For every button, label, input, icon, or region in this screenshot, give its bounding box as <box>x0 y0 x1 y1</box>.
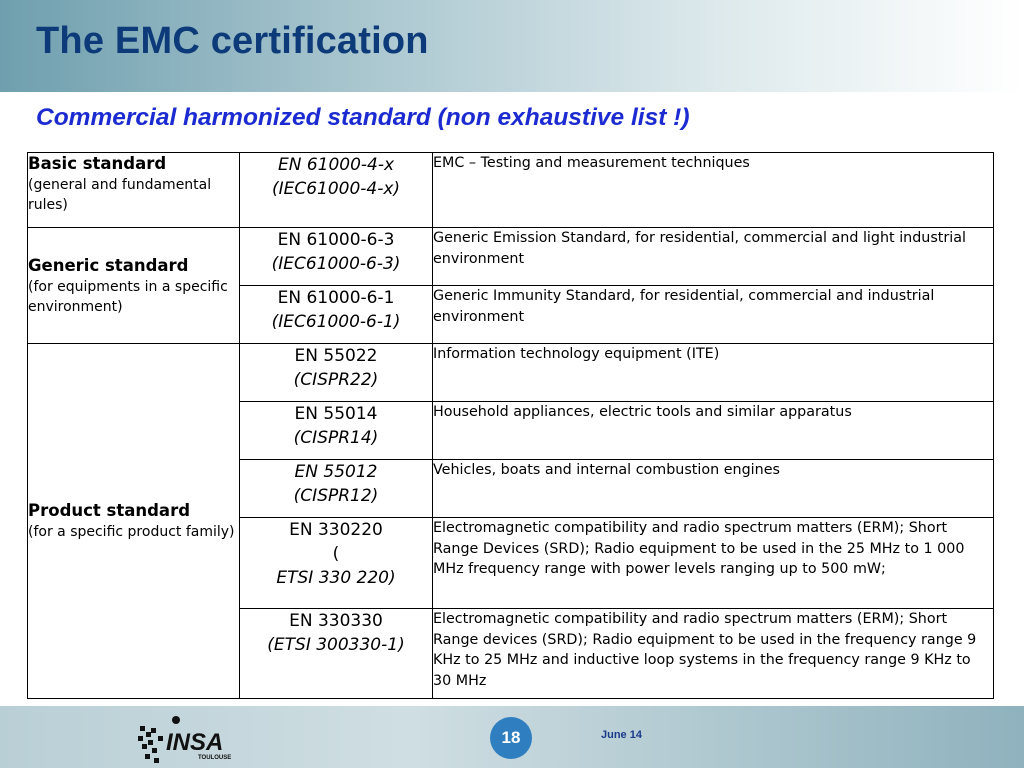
group-cell-product <box>28 344 240 699</box>
standard-ref: (CISPR22) <box>293 370 379 390</box>
table-row <box>28 344 994 402</box>
standard-code-cell <box>240 518 433 609</box>
group-note: (general and fundamental rules) <box>28 177 212 213</box>
footer-date: June 14 <box>601 729 642 741</box>
group-cell-basic <box>28 153 240 228</box>
standard-description: Electromagnetic compatibility and radio spectrum matters (ERM); Short Range Devices (SRD); Radio equipment to be used in the 25 MHz to 1 000 MHz frequency range with power levels ranging up to 500 mW; <box>433 518 994 609</box>
standard-description: Electromagnetic compatibility and radio spectrum matters (ERM); Short Range devices (SRD); Radio equipment to be used in the frequency range 9 KHz to 25 MHz and inductive loop systems in the frequency range 9 KHz to 30 MHz <box>433 609 994 699</box>
standard-code-cell <box>240 344 433 402</box>
standard-description: EMC – Testing and measurement techniques <box>433 153 994 228</box>
logo-wordmark: INSA <box>166 729 224 756</box>
standard-code-cell <box>240 609 433 699</box>
page-number-badge: 18 <box>490 717 532 759</box>
standard-code: EN 55014 <box>294 404 378 424</box>
group-name: Product standard <box>28 501 191 520</box>
standards-table <box>27 152 994 699</box>
standard-ref: (IEC61000-4-x) <box>271 179 401 199</box>
standard-code-cell <box>240 153 433 228</box>
group-name: Basic standard <box>28 154 167 173</box>
standard-ref-inner: ETSI 330 220) <box>276 568 396 588</box>
standard-ref: (IEC61000-6-3) <box>271 254 401 274</box>
standard-ref: (CISPR12) <box>293 486 379 506</box>
standard-code-cell <box>240 286 433 344</box>
standard-ref: (CISPR14) <box>293 428 379 448</box>
standard-code: EN 55012 <box>294 462 378 482</box>
standard-code: EN 330330 <box>289 611 383 631</box>
standard-code: EN 61000-4-x <box>277 155 395 175</box>
standard-code: EN 55022 <box>294 346 378 366</box>
table-row <box>28 228 994 286</box>
standard-code: EN 61000-6-1 <box>277 288 395 308</box>
standard-ref <box>240 542 432 590</box>
standard-code-cell <box>240 402 433 460</box>
standard-code-cell <box>240 460 433 518</box>
standard-description: Generic Immunity Standard, for residential, commercial and industrial environment <box>433 286 994 344</box>
standard-ref: (IEC61000-6-1) <box>271 312 401 332</box>
table-row <box>28 153 994 228</box>
group-cell-generic <box>28 228 240 344</box>
standard-code: EN 330220 <box>289 520 383 540</box>
standard-ref-paren: ( <box>332 544 340 564</box>
standard-description: Household appliances, electric tools and similar apparatus <box>433 402 994 460</box>
group-name: Generic standard <box>28 255 189 275</box>
standard-description: Vehicles, boats and internal combustion engines <box>433 460 994 518</box>
slide-title: The EMC certification <box>36 20 429 62</box>
standard-code: EN 61000-6-3 <box>277 230 395 250</box>
standard-description: Generic Emission Standard, for residential, commercial and light industrial environment <box>433 228 994 286</box>
slide-subtitle: Commercial harmonized standard (non exhaustive list !) <box>36 104 690 131</box>
logo-subtext: TOULOUSE <box>198 755 232 761</box>
standard-description: Information technology equipment (ITE) <box>433 344 994 402</box>
insa-logo <box>136 712 236 768</box>
standard-code-cell <box>240 228 433 286</box>
standard-ref: (ETSI 300330-1) <box>267 635 405 655</box>
group-note: (for equipments in a specific environment) <box>28 278 228 315</box>
group-note: (for a specific product family) <box>28 524 235 540</box>
